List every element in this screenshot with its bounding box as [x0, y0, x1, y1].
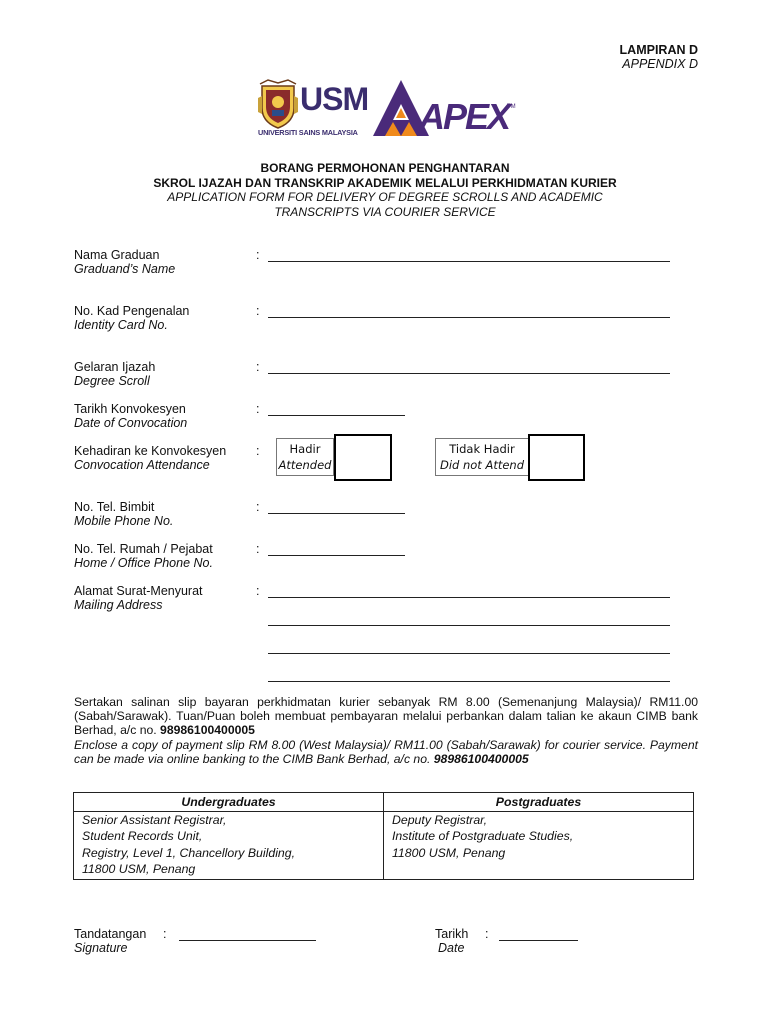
address-table — [73, 792, 694, 880]
date-label-ms: Tarikh — [435, 927, 469, 941]
signature-label — [74, 927, 146, 955]
date-label-en: Date — [438, 941, 465, 955]
convo-date-label-ms: Tarikh Konvokesyen — [74, 402, 186, 416]
mobile-label — [74, 500, 173, 528]
date-colon: : — [485, 927, 489, 941]
appendix-en: APPENDIX D — [622, 57, 698, 71]
address-input-line-4[interactable] — [268, 681, 670, 682]
signature-colon: : — [163, 927, 167, 941]
address-colon: : — [256, 584, 260, 598]
title-line-2: SKROL IJAZAH DAN TRANSKRIP AKADEMIK MELALUI PERKHIDMATAN KURIER — [153, 175, 617, 190]
name-label — [74, 248, 175, 276]
not-attend-label-ms: Tidak Hadir — [449, 442, 515, 456]
attended-label-en: Attended — [278, 458, 332, 472]
apex-logo — [371, 78, 521, 138]
convo-date-input-line[interactable] — [268, 415, 405, 416]
mobile-label-ms: No. Tel. Bimbit — [74, 500, 155, 514]
date-input-line[interactable] — [499, 940, 578, 941]
home-office-label — [74, 542, 213, 570]
signature-label-ms: Tandatangan — [74, 927, 147, 941]
mobile-label-en: Mobile Phone No. — [74, 514, 174, 528]
address-input-line-2[interactable] — [268, 625, 670, 626]
not-attend-option — [435, 438, 529, 476]
convo-date-label-en: Date of Convocation — [74, 416, 188, 430]
ic-label — [74, 304, 189, 332]
date-label — [435, 927, 468, 955]
ug-line-2: Student Records Unit, — [82, 829, 203, 843]
attendance-label-en: Convocation Attendance — [74, 458, 210, 472]
apex-tm: TM — [507, 104, 516, 110]
name-input-line[interactable] — [268, 261, 670, 262]
mobile-colon: : — [256, 500, 260, 514]
ug-line-4: 11800 USM, Penang — [82, 862, 196, 876]
title-line-4: TRANSCRIPTS VIA COURIER SERVICE — [274, 204, 496, 219]
address-label — [74, 584, 203, 612]
home-office-input-line[interactable] — [268, 555, 405, 556]
convo-date-label — [74, 402, 187, 430]
degree-label-en: Degree Scroll — [74, 374, 150, 388]
title-line-3: APPLICATION FORM FOR DELIVERY OF DEGREE SCROLLS AND ACADEMIC — [167, 190, 603, 204]
ic-input-line[interactable] — [268, 317, 670, 318]
degree-input-line[interactable] — [268, 373, 670, 374]
degree-label-ms: Gelaran Ijazah — [74, 360, 156, 374]
not-attend-checkbox[interactable] — [528, 434, 585, 481]
ic-label-en: Identity Card No. — [74, 318, 168, 332]
signature-input-line[interactable] — [179, 940, 316, 941]
attendance-colon: : — [256, 444, 260, 458]
degree-label — [74, 360, 155, 388]
ic-colon: : — [256, 304, 260, 318]
ic-label-ms: No. Kad Pengenalan — [74, 304, 190, 318]
name-colon: : — [256, 248, 260, 262]
ug-line-3: Registry, Level 1, Chancellory Building, — [82, 845, 296, 860]
convo-date-colon: : — [256, 402, 260, 416]
account-number-en: 98986100400005 — [433, 752, 529, 767]
usm-logo-caption: UNIVERSITI SAINS MALAYSIA — [258, 128, 358, 137]
pg-line-3: 11800 USM, Penang — [392, 845, 506, 860]
payment-instructions-ms — [74, 695, 698, 738]
usm-logo — [258, 78, 369, 138]
form-title — [0, 161, 770, 219]
name-label-ms: Nama Graduan — [74, 248, 160, 262]
account-number-ms: 98986100400005 — [160, 723, 255, 738]
usm-logo-text: USM — [300, 81, 369, 117]
home-office-colon: : — [256, 542, 260, 556]
name-label-en: Graduand’s Name — [74, 262, 176, 276]
pg-line-2: Institute of Postgraduate Studies, — [392, 829, 574, 843]
home-office-label-ms: No. Tel. Rumah / Pejabat — [74, 542, 213, 556]
address-label-ms: Alamat Surat-Menyurat — [74, 584, 203, 598]
ug-line-1: Senior Assistant Registrar, — [82, 812, 227, 827]
undergraduates-address — [74, 811, 384, 879]
appendix-ms: LAMPIRAN D — [619, 43, 698, 57]
address-input-line-1[interactable] — [268, 597, 670, 598]
postgraduates-header: Postgraduates — [384, 793, 694, 812]
attendance-label — [74, 444, 226, 472]
home-office-label-en: Home / Office Phone No. — [74, 556, 213, 570]
not-attend-label-en: Did not Attend — [439, 458, 525, 472]
payment-instructions-en — [74, 738, 698, 766]
attended-option — [276, 438, 334, 476]
address-input-line-3[interactable] — [268, 653, 670, 654]
postgraduates-address — [384, 811, 694, 879]
payment-text-ms: Sertakan salinan slip bayaran perkhidmatan kurier sebanyak RM 8.00 (Semenanjung Malaysia)/ RM11.00 (Sabah/Sarawak). Tuan/Puan boleh membuat pembayaran melalui perbankan dalam talian ke akaun CIMB bank Berhad, a/c no. — [74, 695, 698, 738]
signature-label-en: Signature — [74, 941, 128, 955]
undergraduates-header: Undergraduates — [74, 793, 384, 812]
address-label-en: Mailing Address — [74, 598, 163, 612]
payment-text-en: Enclose a copy of payment slip RM 8.00 (West Malaysia)/ RM11.00 (Sabah/Sarawak) for courier service. Payment can be made via online banking to the CIMB Bank Berhad, a/c no. — [74, 738, 698, 767]
apex-logo-text: APEX — [419, 96, 510, 137]
attended-checkbox[interactable] — [334, 434, 392, 481]
attended-label-ms: Hadir — [289, 442, 321, 456]
mobile-input-line[interactable] — [268, 513, 405, 514]
appendix-label — [620, 43, 698, 71]
title-line-1: BORANG PERMOHONAN PENGHANTARAN — [260, 161, 510, 175]
pg-line-1: Deputy Registrar, — [392, 812, 488, 827]
attendance-label-ms: Kehadiran ke Konvokesyen — [74, 444, 227, 458]
degree-colon: : — [256, 360, 260, 374]
